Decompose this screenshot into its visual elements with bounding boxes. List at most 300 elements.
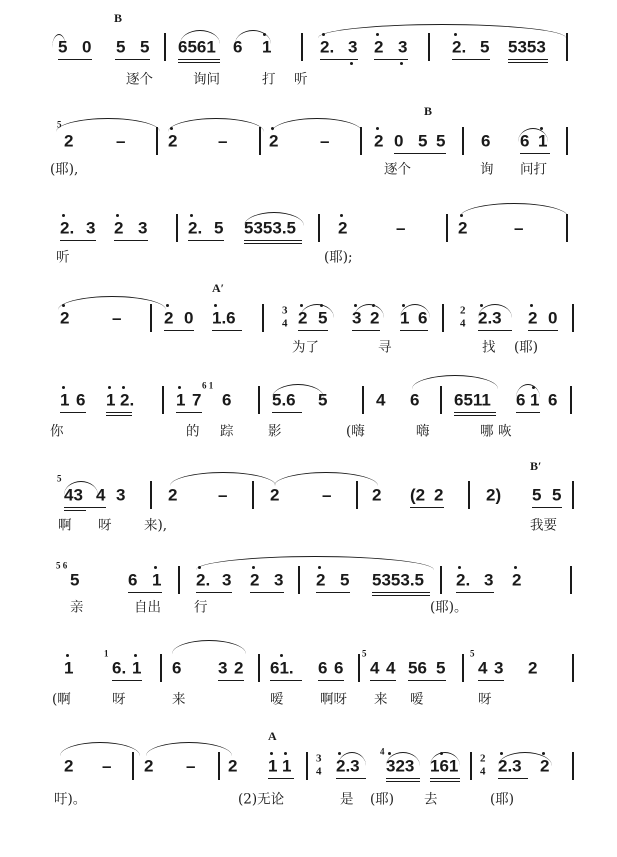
meter-top: 3 [282,304,288,317]
note: 6 [548,390,558,410]
tie-slur [180,30,220,61]
note: 1 [106,390,116,410]
dash: – [102,756,112,776]
note-group: 56 [408,658,427,678]
note: 3 [138,218,148,238]
lyric: 询问 [193,71,220,88]
beam-line [410,507,444,508]
lyric: 来 [172,691,186,708]
note: 2 [512,570,522,590]
grace-note: 5 [57,119,62,130]
note-group: 61. [270,658,294,678]
meter-bottom: 4 [316,765,322,778]
octave-dot [66,654,69,657]
note: 2 [374,131,384,151]
beam-line [520,153,550,154]
beam-line [430,781,460,782]
beam-line [115,59,150,60]
note: 6 [418,308,428,328]
note: 3 [352,308,362,328]
barline [362,386,364,414]
lyric: (耶); [324,249,353,266]
octave-dot [300,304,303,307]
note: 5 [58,37,68,57]
barline [442,304,444,332]
tie-slur [244,212,304,243]
octave-dot [198,566,201,569]
note: 5 [418,131,428,151]
note: 2 [372,485,382,505]
tie-slur [168,118,264,149]
barline [258,654,260,682]
octave-dot [350,62,353,65]
note: 3 [274,570,284,590]
octave-dot [252,566,255,569]
beam-line [316,592,350,593]
beam-line [318,680,344,681]
octave-dot [400,62,403,65]
barline [318,214,320,242]
beam-line [372,592,430,593]
lyric: 为了 [292,339,319,356]
lyric: 去 [424,791,438,808]
octave-dot [154,566,157,569]
beam-line [508,62,548,63]
beam-line [178,62,220,63]
octave-dot [500,752,503,755]
meter-top: 2 [480,752,486,765]
note: 4 [376,390,386,410]
beam-line [452,59,490,60]
note-group: 2.3 [336,756,360,776]
beam-line [272,412,302,413]
octave-dot [338,752,341,755]
note: 2 [60,308,70,328]
beam-line [454,415,496,416]
dash: – [112,308,122,328]
note: 2. [456,570,471,590]
note: 1 [262,37,272,57]
note: 2 [234,658,244,678]
note: 2 [168,485,178,505]
tie-slur [318,24,566,55]
note: 6 [516,390,526,410]
note: 2. [60,218,75,238]
beam-line [244,240,302,241]
note: 6 [410,390,420,410]
note: 1 [282,756,292,776]
barline [306,752,308,780]
section-mark: A [268,729,277,743]
beam-line [60,412,86,413]
grace-note: 5 [362,648,367,659]
note: 5 [436,131,446,151]
barline [470,752,472,780]
tie-slur [172,640,246,671]
note: 5 [116,37,126,57]
note: 1 [132,658,142,678]
lyric: 听 [294,71,308,88]
section-mark: B′ [530,459,542,473]
tie-slur [196,556,434,590]
octave-dot [270,752,273,755]
beam-line [372,595,430,596]
note: 2 [228,756,238,776]
octave-dot [388,752,391,755]
octave-dot [322,33,325,36]
note: 2 [250,570,260,590]
beam-line [336,778,366,779]
beam-line [212,330,242,331]
dash: – [116,131,126,151]
note: 6 [76,390,86,410]
note: 4 [370,658,380,678]
note: 3 [116,485,126,505]
note: 2 [370,308,380,328]
tie-slur [516,384,540,415]
lyric: 影 [268,423,282,440]
note: 6 [334,658,344,678]
barline [440,566,442,594]
beam-line [178,59,220,60]
octave-dot [178,386,181,389]
note: 6 [128,570,138,590]
note: 2 [64,131,74,151]
beam-line [106,415,132,416]
beam-line [320,59,358,60]
grace-note: 1 [104,648,109,659]
lyric: 问打 [520,161,547,178]
beam-line [60,240,96,241]
note: 3 [222,570,232,590]
meter-top: 3 [316,752,322,765]
octave-dot [170,127,173,130]
barline [164,33,166,61]
beam-line [394,153,446,154]
note-group: 5353 [508,37,546,57]
lyric: (耶), [50,161,79,178]
note: 4 [386,658,396,678]
grace-note: 5 [470,648,475,659]
lyric: 行 [194,599,208,616]
tie-slur [412,375,498,406]
grace-note: 5 6 [56,560,68,571]
note-group: 2.3 [478,308,502,328]
dash: – [514,218,524,238]
octave-dot [376,127,379,130]
note: 2 [270,485,280,505]
note: 1 [400,308,410,328]
beam-line [352,330,380,331]
octave-dot [271,127,274,130]
barline [462,654,464,682]
lyric: 亲 [70,599,84,616]
dash: – [186,756,196,776]
note-group: 6561 [178,37,216,57]
octave-dot [460,214,463,217]
note: 1 [64,658,74,678]
lyric: (嗨 [346,423,365,440]
note: 6 [520,131,530,151]
barline [462,127,464,155]
dash: – [320,131,330,151]
note: 2. [452,37,467,57]
note: 5 [480,37,490,57]
tie-slur [272,384,324,415]
note: 2 [168,131,178,151]
lyric: 啊 [58,517,72,534]
note: 0 [82,37,92,57]
barline [572,304,574,332]
tie-slur [170,472,276,503]
lyric: 自出 [134,599,161,616]
grace-note: 6 1 [202,380,214,391]
lyric: (啊 [52,691,71,708]
note: 2 [164,308,174,328]
beam-line [532,507,562,508]
lyric: 嗳 [410,691,424,708]
lyric: (耶) [490,791,515,808]
barline [572,481,574,509]
note: 6. [112,658,127,678]
grace-note: 5 [57,473,62,484]
beam-line [374,59,408,60]
barline [572,654,574,682]
beam-line [478,330,512,331]
lyric: (耶)。 [430,599,468,616]
section-mark: A′ [212,281,225,295]
beam-line [528,330,558,331]
lyric: 询 [480,161,494,178]
octave-dot [284,752,287,755]
note: 5 [552,485,562,505]
beam-line [58,59,92,60]
note: 2 [114,218,124,238]
note: 2 [458,218,468,238]
octave-dot [190,214,193,217]
note-group: 43 [64,485,83,505]
note-group: 161 [430,756,459,776]
grace-note: 4 [380,746,385,757]
barline [566,33,568,61]
tie-slur [274,472,378,503]
dash: – [396,218,406,238]
tie-slur [58,296,166,327]
note: 1 [60,390,70,410]
octave-dot [280,654,283,657]
beam-line [188,240,224,241]
note: 5 [318,308,328,328]
lyric: 逐个 [384,161,411,178]
beam-line [386,781,420,782]
note: 6 [318,658,328,678]
lyric: 逐个 [126,71,153,88]
note: 0 [394,131,404,151]
barline [178,566,180,594]
note: 5 [436,658,446,678]
beam-line [386,778,420,779]
barline [446,214,448,242]
octave-dot [542,752,545,755]
note: 5 [214,218,224,238]
octave-dot [514,566,517,569]
note-group: 5.6 [272,390,296,410]
octave-dot [62,214,65,217]
note: 2 [64,756,74,776]
beam-line [508,59,548,60]
note: 4 [478,658,488,678]
lyric: 吁)。 [54,791,87,808]
note: 2. [320,37,335,57]
tie-slur [60,742,140,776]
beam-line [516,412,540,413]
octave-dot [122,386,125,389]
beam-line [112,680,142,681]
barline [572,752,574,780]
octave-dot [263,33,266,36]
note: 2 [269,131,279,151]
beam-line [106,412,132,413]
beam-line [498,778,528,779]
beam-line [456,592,494,593]
octave-dot [320,304,323,307]
octave-dot [214,304,217,307]
beam-line [298,330,328,331]
note: 2. [120,390,135,410]
dash: – [218,485,228,505]
lyric: 我要 [530,517,557,534]
note: 2 [374,37,384,57]
beam-line [430,778,460,779]
octave-dot [440,752,443,755]
octave-dot [116,214,119,217]
beam-line [128,592,162,593]
lyric: 哪 [480,423,494,440]
lyric: 你 [50,423,64,440]
note-group: 5353.5 [244,218,296,238]
lyric: 呀 [98,517,112,534]
lyric: (耶) [514,339,539,356]
octave-dot [402,304,405,307]
note: 2 [316,570,326,590]
octave-dot [340,214,343,217]
lyric: 打 [262,71,276,88]
barline [162,386,164,414]
beam-line [114,240,148,241]
barline [262,304,264,332]
note: 2 [144,756,154,776]
beam-line [400,330,428,331]
octave-dot [530,304,533,307]
beam-line [250,592,284,593]
note: 5 [140,37,150,57]
lyric: 的 [186,423,200,440]
note: 0 [548,308,558,328]
note: 2 [528,658,538,678]
lyric: 嗨 [416,423,430,440]
beam-line [268,778,294,779]
note: 3 [86,218,96,238]
barline [176,214,178,242]
tie-slur [144,742,232,776]
meter-top: 2 [460,304,466,317]
octave-dot [454,33,457,36]
lyric: 找 [482,339,496,356]
lyric: 寻 [378,339,392,356]
octave-dot [62,386,65,389]
note: 5 [340,570,350,590]
lyric: 啊呀 [320,691,347,708]
barline [468,481,470,509]
octave-dot [354,304,357,307]
note: 1 [152,570,162,590]
tie-slur [56,118,160,149]
meter-bottom: 4 [282,317,288,330]
section-mark: B [114,11,123,25]
note: 6 [233,37,243,57]
dash: – [322,485,332,505]
octave-dot [540,127,543,130]
note-group: 323 [386,756,415,776]
beam-line [64,510,86,511]
lyric: 踪 [220,423,234,440]
barline [258,386,260,414]
barline [570,386,572,414]
octave-dot [108,386,111,389]
tie-slur [518,128,548,159]
lyric: 嗳 [270,691,284,708]
lyric: 是 [340,791,354,808]
note: 2. [196,570,211,590]
beam-line [64,507,106,508]
barline [358,654,360,682]
note: 7 [192,390,202,410]
beam-line [370,680,396,681]
note: 0 [184,308,194,328]
note: 2 [540,756,550,776]
lyric: 听 [56,249,70,266]
beam-line [196,592,232,593]
note: 6 [481,131,491,151]
tie-slur [272,118,362,149]
beam-line [478,680,504,681]
note: 2. [188,218,203,238]
note: 6 [172,658,182,678]
beam-line [270,680,302,681]
octave-dot [458,566,461,569]
note-group: 1.6 [212,308,236,328]
note: 1 [268,756,278,776]
note: 3 [218,658,228,678]
lyric: (耶) [370,791,395,808]
beam-line [176,412,202,413]
octave-dot [376,33,379,36]
octave-dot [134,654,137,657]
note: 3 [484,570,494,590]
barline [301,33,303,61]
note: 5 [532,485,542,505]
note: 3 [348,37,358,57]
lyric: 呀 [112,691,126,708]
tie-slur [52,34,66,65]
note: 1 [176,390,186,410]
octave-dot [480,304,483,307]
beam-line [244,243,302,244]
octave-dot [62,304,65,307]
note: 2) [486,485,502,505]
note-group: 6511 [454,390,491,410]
barline [160,654,162,682]
